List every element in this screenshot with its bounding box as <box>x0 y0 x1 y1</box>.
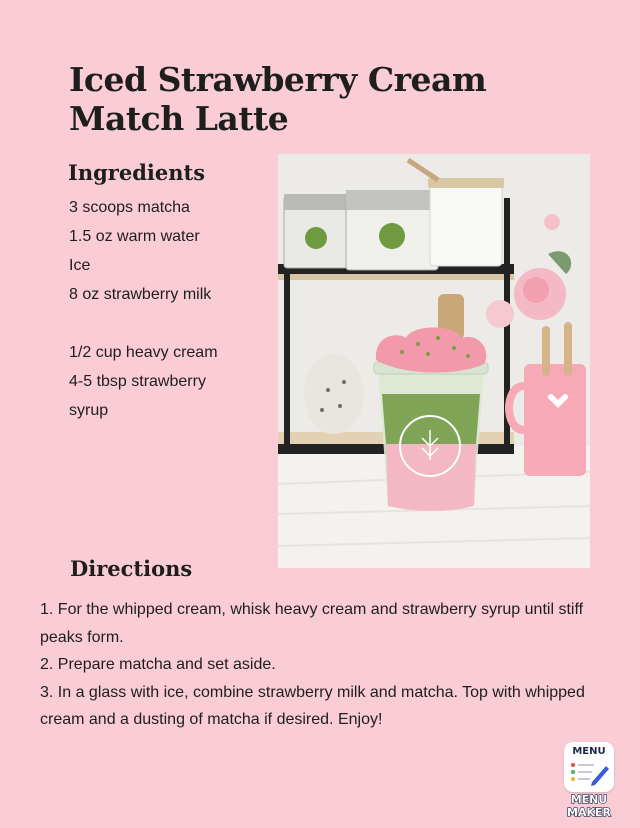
logo-top-text: MENU <box>572 746 606 757</box>
ingredient-item: Ice <box>69 257 91 274</box>
ingredients-list <box>69 193 269 425</box>
matcha-latte-photo <box>278 154 590 568</box>
direction-step: 2. Prepare matcha and set aside. <box>40 656 276 673</box>
ingredient-item: 4-5 tbsp strawberry syrup <box>69 373 206 419</box>
logo-badge <box>564 742 614 792</box>
title-line-2: Match Latte <box>69 99 289 138</box>
recipe-title <box>69 60 609 138</box>
ingredient-item: 8 oz strawberry milk <box>69 286 212 303</box>
menu-maker-logo <box>562 742 616 818</box>
directions-list <box>40 596 620 734</box>
ingredients-heading: Ingredients <box>68 160 206 185</box>
direction-step: 1. For the whipped cream, whisk heavy cream and strawberry syrup until stiff peaks form. <box>40 601 584 646</box>
title-line-1: Iced Strawberry Cream <box>69 60 487 99</box>
directions-heading: Directions <box>70 556 193 581</box>
direction-step: 3. In a glass with ice, combine strawberry milk and matcha. Top with whipped cream and a dusting of matcha if desired. Enjoy! <box>40 683 585 728</box>
menu-list-icon <box>564 742 614 792</box>
ingredient-item: 3 scoops matcha <box>69 199 190 216</box>
logo-word-line-1: MENU <box>570 793 608 806</box>
logo-word-line-2: MAKER <box>567 806 611 819</box>
photo-illustration <box>278 154 590 568</box>
ingredient-item: 1/2 cup heavy cream <box>69 344 218 361</box>
ingredient-item: 1.5 oz warm water <box>69 228 200 245</box>
ingredient-spacer <box>69 309 269 338</box>
